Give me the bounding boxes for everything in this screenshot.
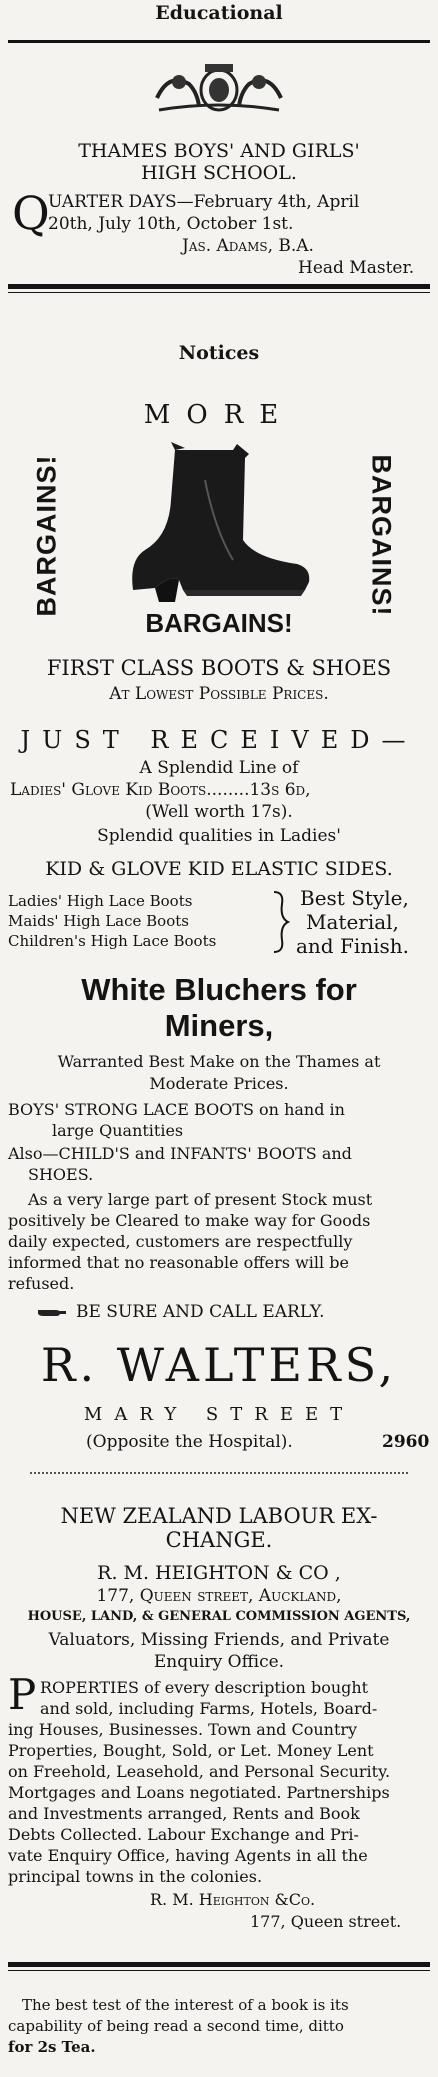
just-received: JUST RECEIVED— [20, 726, 418, 754]
lace-list-item: Maids' High Lace Boots [8, 912, 189, 930]
be-sure-call-early: BE SURE AND CALL EARLY. [76, 1302, 325, 1322]
bargains-left-vertical: BARGAINS! [31, 454, 62, 617]
section-rule [8, 284, 430, 289]
white-bluchers-line-1: White Bluchers for [81, 972, 357, 1007]
section-rule [8, 1962, 430, 1967]
signature-address: 177, Queen street. [250, 1912, 402, 1931]
properties-body-line: principal towns in the colonies. [8, 1867, 263, 1886]
signature-firm: R. M. Heighton &Co. [150, 1890, 316, 1909]
kid-glove-elastic-sides: KID & GLOVE KID ELASTIC SIDES. [45, 858, 393, 880]
splendid-line: A Splendid Line of [139, 758, 299, 778]
properties-body-line: vate Enquiry Office, having Agents in all the [8, 1846, 368, 1865]
ad-number: 2960 [382, 1432, 430, 1452]
lowest-prices: At Lowest Possible Prices. [109, 684, 329, 704]
best-style-line: and Finish. [296, 934, 410, 958]
quarter-dropcap: Q [12, 186, 50, 240]
first-class-heading: FIRST CLASS BOOTS & SHOES [46, 656, 392, 680]
stock-paragraph-line: informed that no reasonable offers will be [8, 1253, 349, 1272]
section-rule [8, 1970, 430, 1971]
opposite-hospital: (Opposite the Hospital). [86, 1432, 293, 1452]
stock-paragraph-line: refused. [8, 1274, 75, 1293]
enquiry-office: Enquiry Office. [153, 1652, 285, 1672]
quarter-days-line-1: UARTER DAYS—February 4th, April [48, 192, 360, 212]
notices-header: Notices [178, 342, 260, 364]
school-title-line-1: THAMES BOYS' AND GIRLS' [78, 140, 360, 162]
bargains-bottom-label: BARGAINS! [145, 608, 293, 638]
section-divider [30, 1472, 408, 1474]
section-rule [8, 292, 430, 293]
head-master-title: Head Master. [298, 258, 415, 278]
tea-line-1: The best test of the interest of a book is its [22, 1996, 349, 2014]
school-title-line-2: HIGH SCHOOL. [141, 162, 297, 184]
properties-body-line: and Investments arranged, Rents and Book [8, 1804, 360, 1823]
well-worth: (Well worth 17s). [145, 802, 293, 822]
warranted-line-1: Warranted Best Make on the Thames at [57, 1052, 381, 1071]
properties-body-line: ROPERTIES of every description bought [40, 1678, 369, 1697]
mary-street: MARY STREET [83, 1404, 355, 1425]
section-rule [8, 40, 430, 43]
stock-paragraph-line: positively be Cleared to make way for Goods [8, 1211, 371, 1230]
lace-list-item: Children's High Lace Boots [8, 932, 217, 950]
also-childs-line-1: Also—CHILD'S and INFANTS' BOOTS and [8, 1144, 352, 1163]
firm-name: R. M. HEIGHTON & CO , [97, 1562, 341, 1584]
more-heading: MORE [143, 400, 295, 430]
best-style-line: Material, [306, 910, 399, 934]
tea-line-2: capability of being read a second time, ditto [8, 2017, 344, 2035]
walters-name: R. WALTERS, [40, 1338, 398, 1392]
curly-brace [270, 890, 292, 954]
properties-body-line: Properties, Bought, Sold, or Let. Money Lent [8, 1741, 374, 1760]
labour-exchange-title-1: NEW ZEALAND LABOUR EX- [60, 1504, 378, 1528]
white-bluchers-line-2: Miners, [164, 1008, 274, 1043]
tea-line-3: for 2s Tea. [8, 2038, 96, 2056]
properties-body-line: Mortgages and Loans negotiated. Partnerships [8, 1783, 390, 1802]
lace-list-item: Ladies' High Lace Boots [8, 892, 193, 910]
boys-strong-line-2: large Quantities [52, 1121, 184, 1140]
quarter-days-line-2: 20th, July 10th, October 1st. [48, 214, 294, 234]
properties-body-line: and sold, including Farms, Hotels, Board- [40, 1699, 378, 1718]
also-childs-line-2: SHOES. [28, 1165, 94, 1184]
valuators-line: Valuators, Missing Friends, and Private [48, 1630, 390, 1650]
ladies-glove-kid-price: Ladies' Glove Kid Boots........13s 6d, [10, 780, 311, 800]
bargains-right-vertical: BARGAINS! [366, 454, 397, 617]
boot-illustration [115, 440, 315, 610]
firm-address: 177, Queen street, Auckland, [96, 1586, 342, 1606]
properties-body-line: ing Houses, Businesses. Town and Country [8, 1720, 358, 1739]
royal-crest-emblem [149, 62, 289, 114]
stock-paragraph-line: daily expected, customers are respectfully [8, 1232, 353, 1251]
properties-body-line: Debts Collected. Labour Exchange and Pri- [8, 1825, 359, 1844]
boys-strong-line-1: BOYS' STRONG LACE BOOTS on hand in [8, 1100, 345, 1119]
educational-header: Educational [155, 2, 283, 24]
pointing-hand-icon [36, 1304, 68, 1322]
properties-dropcap: P [8, 1670, 37, 1719]
stock-paragraph-line: As a very large part of present Stock must [28, 1190, 373, 1209]
commission-agents: HOUSE, LAND, & GENERAL COMMISSION AGENTS, [27, 1609, 411, 1624]
properties-body-line: on Freehold, Leasehold, and Personal Security. [8, 1762, 391, 1781]
labour-exchange-title-2: CHANGE. [165, 1528, 273, 1552]
head-master-name: Jas. Adams, B.A. [182, 236, 314, 256]
splendid-qualities: Splendid qualities in Ladies' [97, 826, 341, 846]
warranted-line-2: Moderate Prices. [149, 1074, 289, 1093]
best-style-line: Best Style, [300, 886, 409, 910]
